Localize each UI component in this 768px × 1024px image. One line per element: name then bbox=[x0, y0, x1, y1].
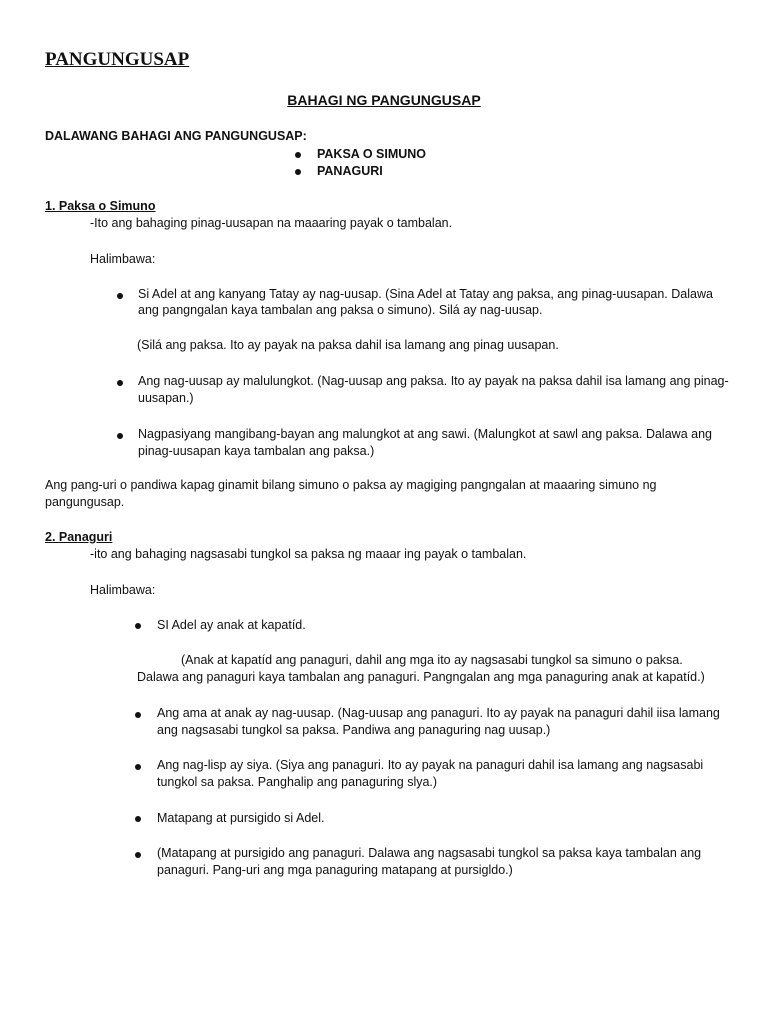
s1-example-3-line2: pinag-uusapan kaya tambalan ang paksa.) bbox=[138, 444, 375, 458]
bullet-icon bbox=[117, 380, 123, 386]
bullet-icon bbox=[117, 433, 123, 439]
s1-example-1-note: (Silá ang paksa. Ito ay payak na paksa dahil isa lamang ang pinag uusapan. bbox=[137, 338, 559, 352]
s2-example-2-line1: Ang ama at anak ay nag-uusap. (Nag-uusap ang panaguri. Ito ay payak na panaguri dahil iisa lamang bbox=[157, 706, 720, 720]
s2-example-5-line1: (Matapang at pursigido ang panaguri. Dalawa ang nagsasabi tungkol sa paksa kaya tambalan ang bbox=[157, 846, 702, 860]
part-item-paksa: PAKSA O SIMUNO bbox=[317, 147, 427, 161]
bullet-icon bbox=[135, 852, 141, 858]
s2-example-1-note-line1: (Anak at kapatíd ang panaguri, dahil ang mga ito ay nagsasabi tungkol sa simuno o paksa. bbox=[181, 653, 683, 667]
s2-example-4: Matapang at pursigido si Adel. bbox=[157, 811, 325, 825]
s1-example-1-line1: Si Adel at ang kanyang Tatay ay nag-uusap. (Sina Adel at Tatay ang paksa, ang pinag-uusapan. Dalawa bbox=[138, 287, 713, 301]
page-subtitle: BAHAGI NG PANGUNGUSAP bbox=[287, 92, 481, 108]
section2-halimbawa: Halimbawa: bbox=[90, 583, 156, 597]
parts-heading: DALAWANG BAHAGI ANG PANGUNGUSAP: bbox=[45, 129, 307, 143]
section1-heading: 1. Paksa o Simuno bbox=[45, 199, 156, 213]
s1-example-1-line2: ang pangngalan kaya tambalan ang paksa o simuno). Silá ay nag-uusap. bbox=[138, 303, 543, 317]
section1-definition: -Ito ang bahaging pinag-uusapan na maaaring payak o tambalan. bbox=[90, 216, 453, 230]
s2-example-2-line2: ang nagsasabi tungkol sa paksa. Pandiwa ang panaguring nag uusap.) bbox=[157, 723, 551, 737]
section1-note-line2: pangungusap. bbox=[45, 495, 125, 509]
section1-halimbawa: Halimbawa: bbox=[90, 252, 156, 266]
bullet-icon bbox=[135, 623, 141, 629]
s2-example-1-note-line2: Dalawa ang panaguri kaya tambalan ang panaguri. Pangngalan ang mga panaguring anak at kapatíd.) bbox=[137, 670, 705, 684]
bullet-icon bbox=[135, 816, 141, 822]
s1-example-2-line2: uusapan.) bbox=[138, 391, 194, 405]
page-title: PANGUNGUSAP bbox=[45, 49, 190, 70]
section2-heading: 2. Panaguri bbox=[45, 530, 113, 544]
part-item-panaguri: PANAGURI bbox=[317, 164, 383, 178]
s2-example-3-line1: Ang nag-lisp ay siya. (Siya ang panaguri. Ito ay payak na panaguri dahil isa lamang ang nagsasabi bbox=[157, 758, 704, 772]
bullet-icon bbox=[295, 152, 301, 158]
bullet-icon bbox=[295, 169, 301, 175]
s2-example-1: SI Adel ay anak at kapatíd. bbox=[157, 618, 306, 632]
bullet-icon bbox=[135, 764, 141, 770]
s2-example-5-line2: panaguri. Pang-uri ang mga panaguring matapang at pursigldo.) bbox=[157, 863, 513, 877]
bullet-icon bbox=[117, 293, 123, 299]
section1-note-line1: Ang pang-uri o pandiwa kapag ginamit bilang simuno o paksa ay magiging pangngalan at maaaring simuno ng bbox=[45, 478, 657, 492]
s1-example-3-line1: Nagpasiyang mangibang-bayan ang malungkot at ang sawi. (Malungkot at sawl ang paksa. Dalawa ang bbox=[138, 427, 712, 441]
s1-example-2-line1: Ang nag-uusap ay malulungkot. (Nag-uusap ang paksa. Ito ay payak na paksa dahil isa lamang ang pinag- bbox=[138, 374, 729, 388]
s2-example-3-line2: tungkol sa paksa. Panghalip ang panaguring slya.) bbox=[157, 775, 438, 789]
bullet-icon bbox=[135, 712, 141, 718]
section2-definition: -ito ang bahaging nagsasabi tungkol sa paksa ng maaar ing payak o tambalan. bbox=[90, 547, 527, 561]
